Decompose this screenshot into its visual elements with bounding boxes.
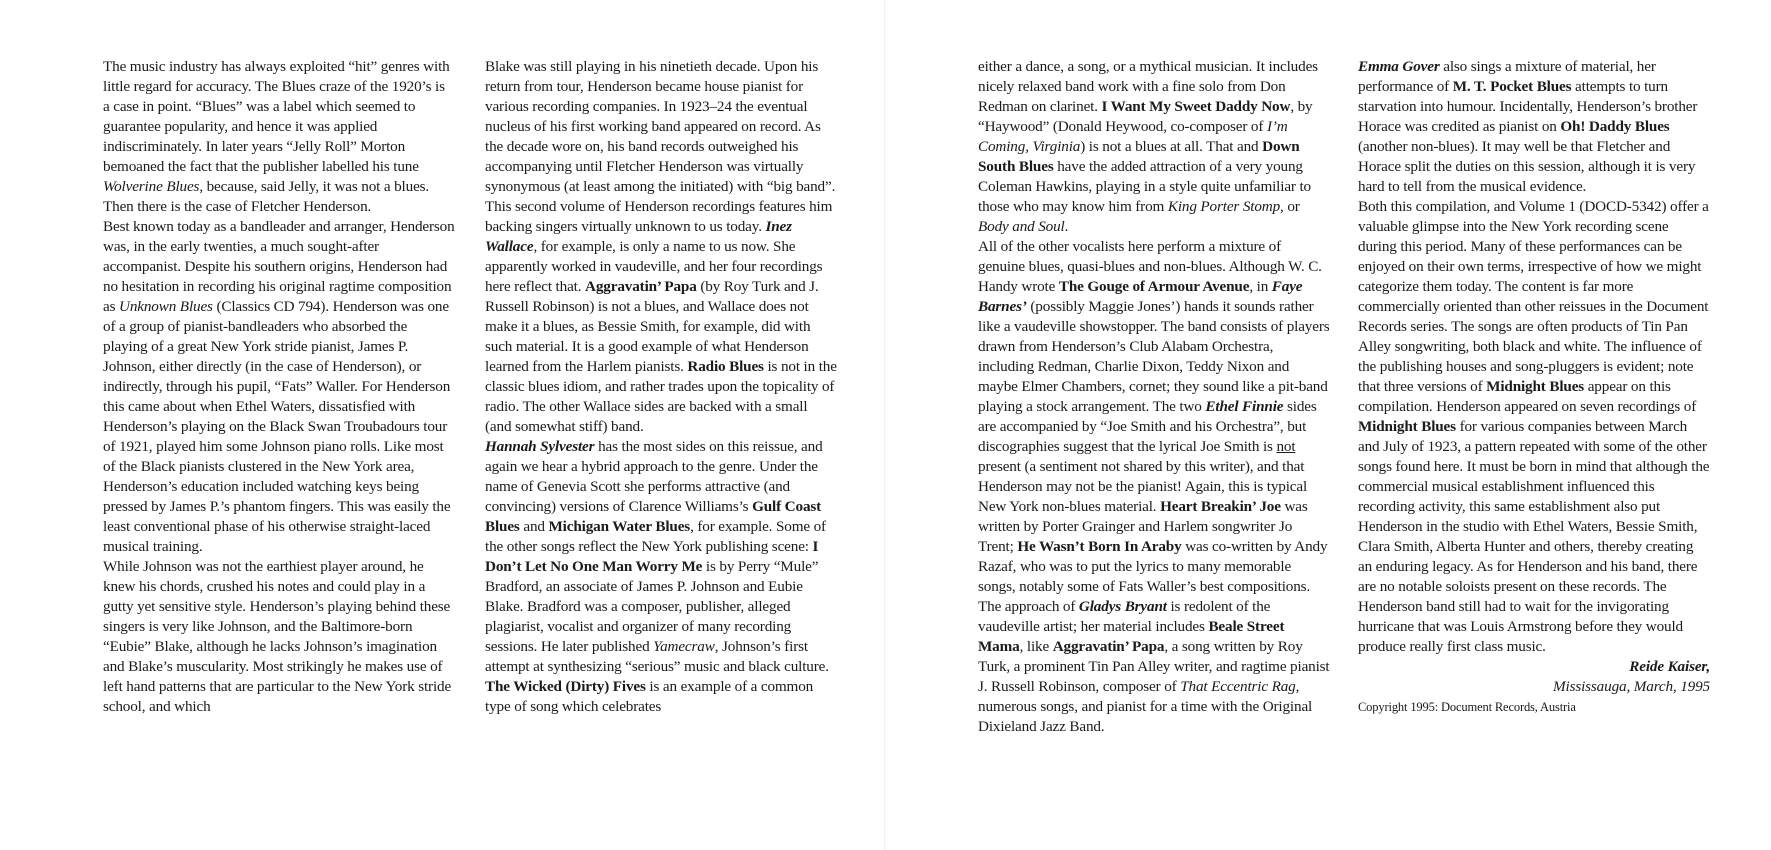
- paragraph: While Johnson was not the earthiest player around, he knew his chords, crushed his notes and could play in a gutty yet sensitive style. Henderson’s playing behind these singers is very like Johnson, and the Baltimore-born “Eubie” Blake, although he lacks Johnson’s imagination and Blake’s muscularity. Most strikingly he makes use of left hand patterns that are particular to the New York stride school, and which: [103, 558, 452, 715]
- column-4: [1358, 57, 1710, 717]
- signature-place: Mississauga, March, 1995: [1553, 678, 1710, 695]
- paragraph: Blake was still playing in his ninetieth decade. Upon his return from tour, Henderson became house pianist for various recording companies. In 1923–24 the eventual nucleus of his first working band appeared on record. As the decade wore on, his band records outweighed his accompanying until Fletcher Henderson was virtually synonymous (at least among the initiated) with “big band”.: [485, 58, 836, 195]
- copyright-line: Copyright 1995: Document Records, Austria: [1358, 700, 1576, 714]
- paragraph: The music industry has always exploited “hit” genres with little regard for accuracy. The Blues craze of the 1920’s is a case in point. “Blues” was a label which seemed to guarantee popularity, and hence it was applied indiscriminately. In later years “Jelly Roll” Morton bemoaned the fact that the publisher labelled his tune Wolverine Blues, because, said Jelly, it was not a blues. Then there is the case of Fletcher Henderson.: [103, 58, 450, 215]
- paragraph: The approach of Gladys Bryant is redolent of the vaudeville artist; her material includes Beale Street Mama, like Aggravatin’ Papa, a song written by Roy Turk, a prominent Tin Pan Alley writer, and ragtime pianist J. Russell Robinson, composer of That Eccentric Rag, numerous songs, and pianist for a time with the Original Dixieland Jazz Band.: [978, 598, 1330, 735]
- column-1: [103, 57, 455, 717]
- paragraph: either a dance, a song, or a mythical musician. It includes nicely relaxed band work with a fine solo from Don Redman on clarinet. I Want My Sweet Daddy Now, by “Haywood” (Donald Heywood, co-composer of I’m Coming, Virginia) is not a blues at all. That and Down South Blues have the added attraction of a very young Coleman Hawkins, playing in a style quite unfamiliar to those who may know him from King Porter Stomp, or Body and Soul.: [978, 58, 1318, 235]
- paragraph: Both this compilation, and Volume 1 (DOCD-5342) offer a valuable glimpse into the New York recording scene during this period. Many of these performances can be enjoyed on their own terms, irrespective of how we might categorize them today. The content is far more commercially oriented than other reissues in the Document Records series. The songs are often products of Tin Pan Alley songwriting, both black and white. The influence of the publishing houses and song-pluggers is evident; note that three versions of Midnight Blues appear on this compilation. Henderson appeared on seven recordings of Midnight Blues for various companies between March and July of 1923, a pattern repeated with some of the other songs found here. It must be born in mind that although the commercial musical establishment influenced this recording activity, this same establishment also put Henderson in the studio with Ethel Waters, Bessie Smith, Clara Smith, Alberta Hunter and others, thereby creating an enduring legacy. As for Henderson and his band, there are no notable soloists present on these records. The Henderson band still had to wait for the invigorating hurricane that was Louis Armstrong before they would produce really first class music.: [1358, 198, 1710, 655]
- signature-name: Reide Kaiser,: [1629, 658, 1710, 675]
- column-2: [485, 57, 837, 717]
- left-page: [0, 0, 885, 850]
- paragraph: Hannah Sylvester has the most sides on this reissue, and again we hear a hybrid approach to the genre. Under the name of Genevia Scott she performs attractive (and convincing) versions of Clarence Williams’s Gulf Coast Blues and Michigan Water Blues, for example. Some of the other songs reflect the New York publishing scene: I Don’t Let No One Man Worry Me is by Perry “Mule” Bradford, an associate of James P. Johnson and Eubie Blake. Bradford was a composer, publisher, alleged plagiarist, vocalist and organizer of many recording sessions. He later published Yamecraw, Johnson’s first attempt at synthesizing “serious” music and black culture. The Wicked (Dirty) Fives is an example of a common type of song which celebrates: [485, 438, 829, 715]
- paragraph: Best known today as a bandleader and arranger, Henderson was, in the early twenties, a much sought-after accompanist. Despite his southern origins, Henderson had no hesitation in recording his original ragtime composition as Unknown Blues (Classics CD 794). Henderson was one of a group of pianist-bandleaders who absorbed the playing of a great New York stride pianist, James P. Johnson, either directly (in the case of Henderson), or indirectly, through his pupil, “Fats” Waller. For Henderson this came about when Ethel Waters, dissatisfied with Henderson’s playing on the Black Swan Troubadours tour of 1921, played him some Johnson piano rolls. Like most of the Black pianists clustered in the New York area, Henderson’s education included watching keys being pressed by James P.’s phantom fingers. This was easily the least conventional phase of his otherwise straight-laced musical training.: [103, 218, 455, 555]
- paragraph: Emma Gover also sings a mixture of material, her performance of M. T. Pocket Blues attempts to turn starvation into humour. Incidentally, Henderson’s brother Horace was credited as pianist on Oh! Daddy Blues (another non-blues). It may well be that Fletcher and Horace split the duties on this session, although it is very hard to tell from the musical evidence.: [1358, 58, 1698, 195]
- paragraph: This second volume of Henderson recordings features him backing singers virtually unknown to us today. Inez Wallace, for example, is only a name to us now. She apparently worked in vaudeville, and her four recordings here reflect that. Aggravatin’ Papa (by Roy Turk and J. Russell Robinson) is not a blues, and Wallace does not make it a blues, as Bessie Smith, for example, did with such material. It is a good example of what Henderson learned from the Harlem pianists. Radio Blues is not in the classic blues idiom, and rather trades upon the topicality of radio. The other Wallace sides are backed with a small (and somewhat stiff) band.: [485, 198, 837, 435]
- column-3: [978, 57, 1330, 737]
- paragraph: All of the other vocalists here perform a mixture of genuine blues, quasi-blues and non-blues. Although W. C. Handy wrote The Gouge of Armour Avenue, in Faye Barnes’ (possibly Maggie Jones’) hands it sounds rather like a vaudeville showstopper. The band consists of players drawn from Henderson’s Club Alabam Orchestra, including Redman, Charlie Dixon, Teddy Nixon and maybe Elmer Chambers, cornet; they sound like a pit-band playing a stock arrangement. The two Ethel Finnie sides are accompanied by “Joe Smith and his Orchestra”, but discographies suggest that the lyrical Joe Smith is not present (a sentiment not shared by this writer), and that Henderson may not be the pianist! Again, this is typical New York non-blues material. Heart Breakin’ Joe was written by Porter Grainger and Harlem songwriter Jo Trent; He Wasn’t Born In Araby was co-written by Andy Razaf, who was to put the lyrics to many memorable songs, notably some of Fats Waller’s best compositions.: [978, 238, 1330, 595]
